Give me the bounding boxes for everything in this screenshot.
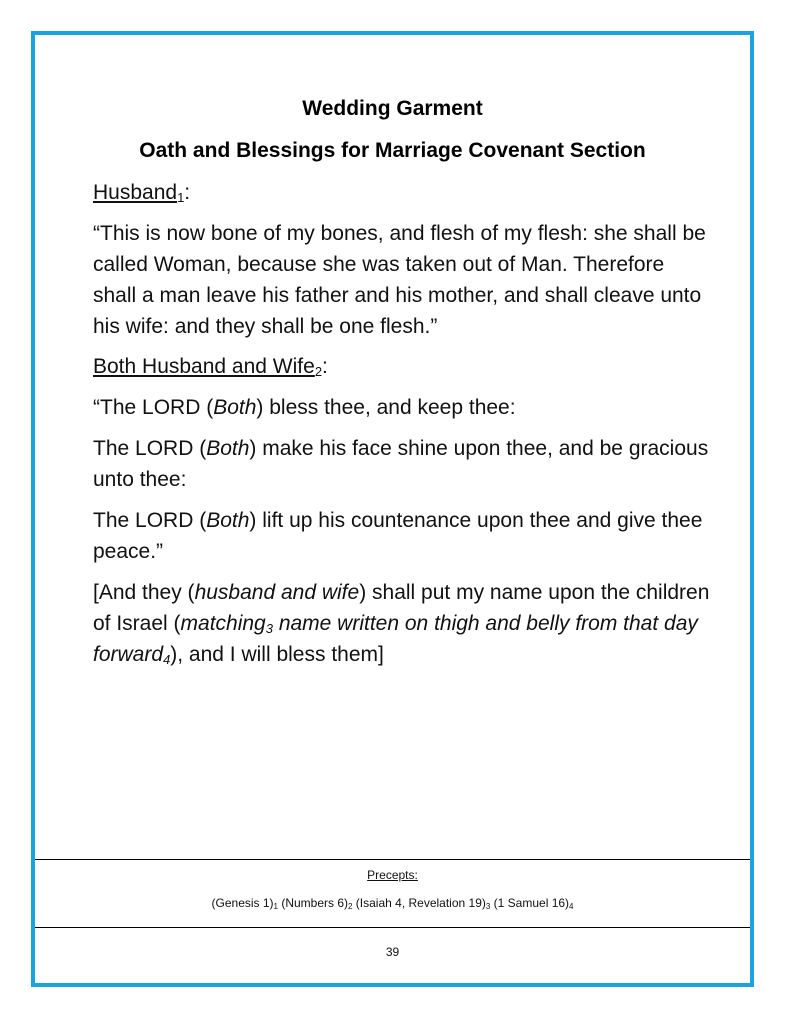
blessing-1-pre: “The LORD ( [93,396,214,419]
precept-sub-1: 1 [273,902,278,911]
bracket-part-b: ) shall put my name upon the children of Israel ( [93,581,710,635]
bracket-ref-3: 3 [265,621,273,636]
husband-heading [93,177,713,208]
bracket-part-c: ), and I will bless them] [170,643,384,666]
precept-sub-4: 4 [569,902,574,911]
page-frame [31,31,754,987]
bracket-ref-4: 4 [163,652,171,667]
husband-quote: “This is now bone of my bones, and flesh of my flesh: she shall be called Woman, because she was taken out of Man. Therefore shall a man leave his father and his mother, and shall cleave unto his wife: and they shall be one flesh.” [93,222,706,338]
footer-divider-top [35,859,750,860]
precept-ref-3: (Isaiah 4, Revelation 19) [352,896,486,910]
both-heading [93,351,713,382]
blessing-1-post: ) bless thee, and keep thee: [256,396,516,419]
blessing-line-1 [93,392,713,423]
bracketed-passage [93,577,713,670]
blessing-3-post: ) lift up his countenance upon thee and give thee peace.” [93,509,703,563]
section-subtitle: Oath and Blessings for Marriage Covenant Section [139,139,646,162]
bracket-em-name-written: name written on thigh and belly from that day forward [93,612,698,666]
blessing-1-em: Both [213,396,257,419]
husband-colon: : [184,181,191,204]
blessing-line-3 [93,505,713,567]
bracket-em-matching: matching [180,612,266,635]
precepts-label: Precepts: [367,868,418,882]
bracket-part-a: [And they ( [93,581,195,604]
husband-ref: 1 [177,190,185,205]
both-label: Both Husband and Wife [93,355,315,378]
blessing-line-2 [93,433,713,495]
husband-label: Husband [93,181,178,204]
footer-divider-bottom [35,927,750,928]
bracket-em-husband-wife: husband and wife [194,581,360,604]
page-number: 39 [385,945,400,959]
blessing-2-pre: The LORD ( [93,437,207,460]
husband-label-wrap [93,181,184,204]
precept-ref-4: (1 Samuel 16) [490,896,570,910]
blessing-3-pre: The LORD ( [93,509,207,532]
both-colon: : [322,355,328,378]
precept-sub-3: 3 [485,902,491,911]
precept-sub-2: 2 [348,902,353,911]
precept-ref-1: (Genesis 1) [211,896,274,910]
precept-ref-2: (Numbers 6) [278,896,349,910]
blessing-3-em: Both [206,509,250,532]
both-label-wrap [93,355,322,378]
blessing-2-em: Both [206,437,250,460]
precepts-references [35,896,750,910]
page-title: Wedding Garment [302,97,483,120]
both-ref: 2 [314,364,323,379]
blessing-2-post: ) make his face shine upon thee, and be gracious unto thee: [93,437,709,491]
